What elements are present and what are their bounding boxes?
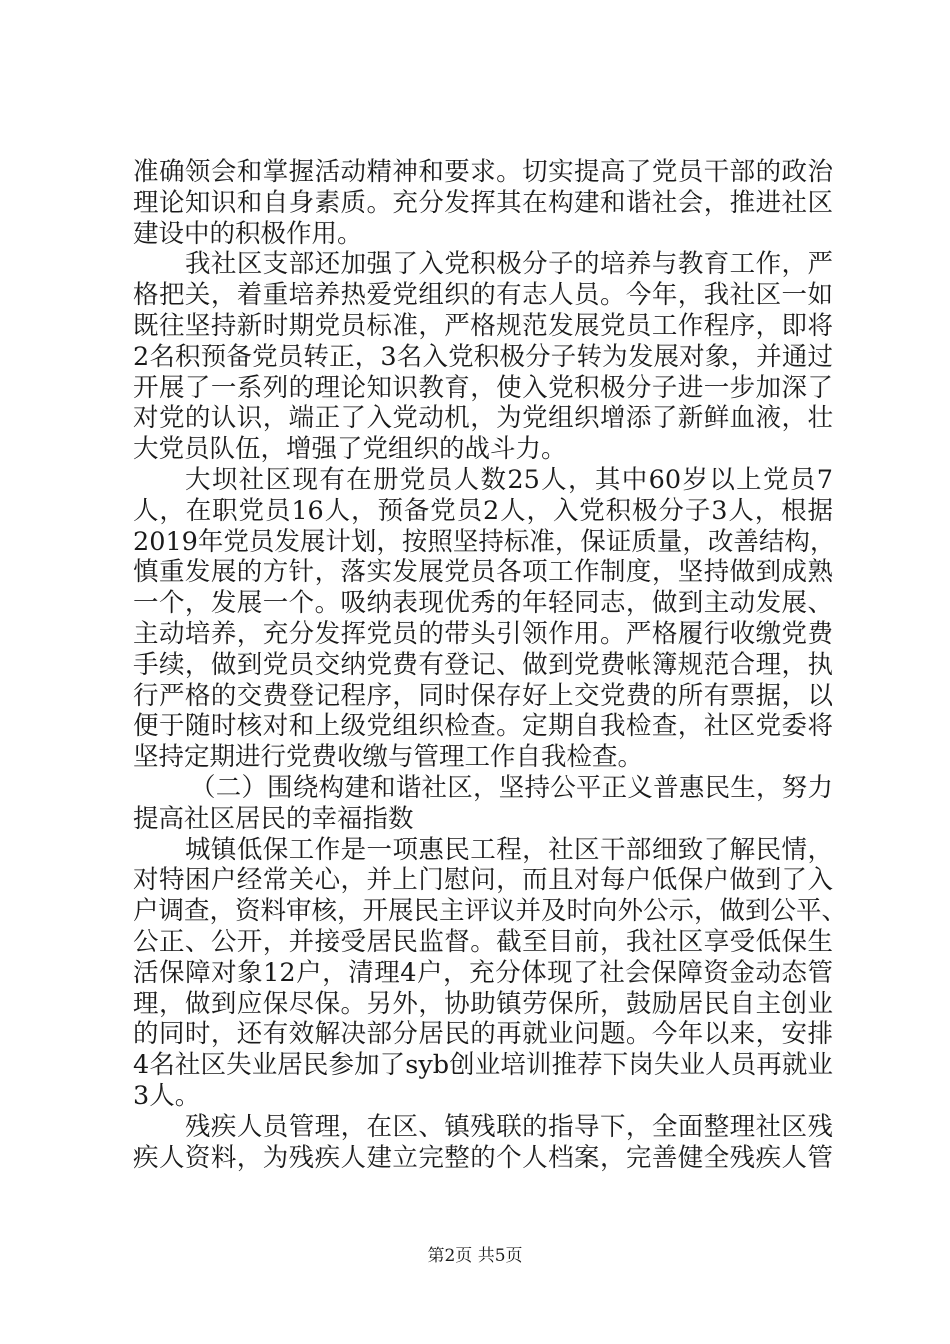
text-line: 理论知识和自身素质。充分发挥其在构建和谐社会，推进社区 xyxy=(133,187,833,218)
text-line: 疾人资料，为残疾人建立完整的个人档案，完善健全残疾人管 xyxy=(133,1142,833,1173)
text-line: 坚持定期进行党费收缴与管理工作自我检查。 xyxy=(133,742,644,773)
text-line: 格把关，着重培养热爱党组织的有志人员。今年，我社区一如 xyxy=(133,280,833,311)
text-line: 手续，做到党员交纳党费有登记、做到党费帐簿规范合理，执 xyxy=(133,649,833,680)
paragraph-5 xyxy=(133,1112,833,1174)
text-line: 城镇低保工作是一项惠民工程，社区干部细致了解民情， xyxy=(185,834,833,865)
text-line: 残疾人员管理，在区、镇残联的指导下，全面整理社区残 xyxy=(185,1111,833,1142)
paragraph-4 xyxy=(133,834,848,1112)
text-line: 公正、公开，并接受居民监督。截至目前，我社区享受低保生 xyxy=(133,926,833,957)
heading-line: 提高社区居民的幸福指数 xyxy=(133,803,414,834)
text-line: 对特困户经常关心，并上门慰问，而且对每户低保户做到了入 xyxy=(133,865,833,896)
text-line: 慎重发展的方针，落实发展党员各项工作制度，坚持做到成熟 xyxy=(133,557,833,588)
document-body xyxy=(133,157,848,1173)
paragraph-1 xyxy=(133,157,833,249)
text-line: 2019年党员发展计划，按照坚持标准，保证质量，改善结构， xyxy=(133,526,836,557)
page-number-footer: 第2页 共5页 xyxy=(427,1246,523,1266)
text-line: 活保障对象12户，清理4户，充分体现了社会保障资金动态管 xyxy=(133,957,833,988)
text-line: 一个，发展一个。吸纳表现优秀的年轻同志，做到主动发展、 xyxy=(133,588,833,619)
text-line: 3人。 xyxy=(133,1080,201,1111)
paragraph-3 xyxy=(133,464,836,773)
text-line: 大坝社区现有在册党员人数25人，其中60岁以上党员7 xyxy=(185,464,833,495)
text-line: 便于随时核对和上级党组织检查。定期自我检查，社区党委将 xyxy=(133,711,833,742)
text-line: 人，在职党员16人，预备党员2人，入党积极分子3人，根据 xyxy=(133,495,833,526)
text-line: 理，做到应保尽保。另外，协助镇劳保所，鼓励居民自主创业 xyxy=(133,988,833,1019)
text-line: 对党的认识，端正了入党动机，为党组织增添了新鲜血液，壮 xyxy=(133,403,833,434)
text-line: 大党员队伍，增强了党组织的战斗力。 xyxy=(133,434,567,465)
text-line: 2名积预备党员转正，3名入党积极分子转为发展对象，并通过 xyxy=(133,341,833,372)
text-line: 4名社区失业居民参加了syb创业培训推荐下岗失业人员再就业 xyxy=(133,1050,833,1081)
text-line: 主动培养，充分发挥党员的带头引领作用。严格履行收缴党费 xyxy=(133,618,833,649)
heading-line: （二）围绕构建和谐社区，坚持公平正义普惠民生，努力 xyxy=(190,772,833,803)
text-line: 的同时，还有效解决部分居民的再就业问题。今年以来，安排 xyxy=(133,1019,833,1050)
text-line: 户调查，资料审核，开展民主评议并及时向外公示，做到公平、 xyxy=(133,896,848,927)
paragraph-2 xyxy=(133,249,833,465)
text-line: 建设中的积极作用。 xyxy=(133,218,363,249)
text-line: 准确领会和掌握活动精神和要求。切实提高了党员干部的政治 xyxy=(133,157,833,187)
section-heading xyxy=(133,773,833,835)
text-line: 开展了一系列的理论知识教育，使入党积极分子进一步加深了 xyxy=(133,372,833,403)
text-line: 我社区支部还加强了入党积极分子的培养与教育工作，严 xyxy=(185,249,833,280)
text-line: 行严格的交费登记程序，同时保存好上交党费的所有票据，以 xyxy=(133,680,833,711)
text-line: 既往坚持新时期党员标准，严格规范发展党员工作程序，即将 xyxy=(133,310,833,341)
